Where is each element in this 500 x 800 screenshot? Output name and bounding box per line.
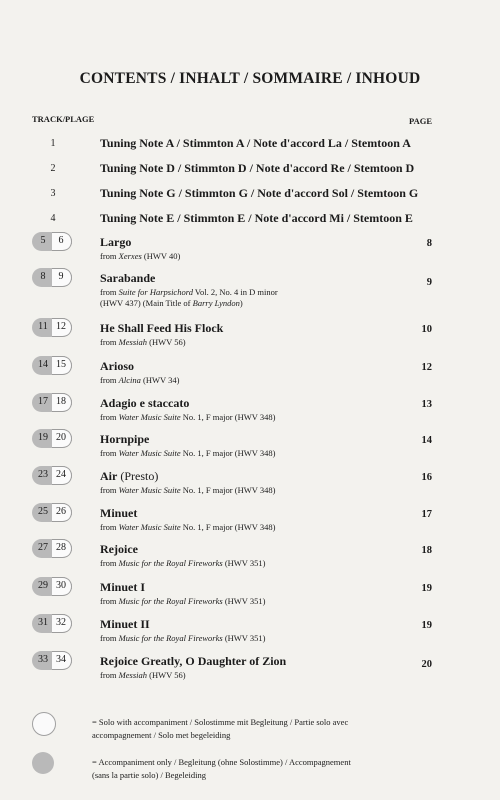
source-detail: ) (239, 298, 243, 308)
solo-track-number: 12 (56, 321, 66, 332)
source-detail: (HWV 56) (147, 337, 186, 347)
track-number: 1 (50, 138, 56, 149)
accompaniment-track-number: 8 (40, 271, 46, 282)
source-prefix: from (100, 448, 119, 458)
track-pill (32, 614, 72, 633)
accompaniment-track-number: 29 (38, 580, 48, 591)
piece-source (100, 558, 266, 569)
piece-title-text: Adagio e staccato (100, 396, 190, 410)
track-number: 2 (50, 163, 56, 174)
piece-title (100, 542, 138, 557)
source-work: Suite for Harpsichord (118, 287, 193, 297)
page-number: 12 (421, 362, 432, 373)
piece-title-text: Minuet (100, 506, 138, 520)
accompaniment-track-number: 31 (38, 617, 48, 628)
page-number: 16 (421, 472, 432, 483)
piece-source (100, 522, 275, 533)
piece-title (100, 506, 137, 521)
piece-title (100, 235, 131, 250)
track-pill (32, 318, 72, 337)
piece-source (100, 251, 180, 262)
source-prefix: from (100, 375, 119, 385)
source-detail: (HWV 56) (147, 670, 186, 680)
accompaniment-legend-icon (32, 752, 54, 774)
piece-title-text: Rejoice (100, 542, 138, 556)
source-work: Alcina (118, 375, 141, 385)
track-pill (32, 429, 72, 448)
page-number: 10 (421, 324, 432, 335)
piece-source (100, 375, 179, 386)
piece-source (100, 337, 186, 348)
piece-source (100, 448, 275, 459)
tuning-row (0, 136, 500, 154)
piece-title (100, 469, 158, 484)
accompaniment-track-number: 11 (38, 321, 48, 332)
tuning-label: Tuning Note A / Stimmton A / Note d'accord La / Stemtoon A (100, 136, 411, 150)
track-pill (32, 466, 72, 485)
piece-title-text: He Shall Feed His Flock (100, 321, 224, 335)
piece-title (100, 654, 286, 669)
accompaniment-legend-text: = Accompaniment only / Begleitung (ohne Solostimme) / Accompagnement (sans la partie solo) / Begeleiding (92, 757, 351, 780)
source-work: Water Music Suite (118, 485, 181, 495)
piece-title (100, 271, 155, 286)
piece-source (100, 287, 278, 298)
accompaniment-track-number: 17 (38, 396, 48, 407)
solo-track-number: 9 (58, 271, 64, 282)
track-number: 3 (50, 188, 56, 199)
source-detail: No. 1, F major (HWV 348) (180, 522, 276, 532)
track-pill (32, 393, 72, 412)
accompaniment-track-number: 19 (38, 432, 48, 443)
track-column-header: TRACK/PLAGE (32, 114, 95, 124)
source-detail: (HWV 351) (222, 558, 266, 568)
source-prefix: from (100, 522, 119, 532)
source-prefix: from (100, 558, 119, 568)
source-prefix: from (100, 337, 119, 347)
page-number: 20 (421, 659, 432, 670)
track-pill (32, 651, 72, 670)
solo-track-number: 30 (56, 580, 66, 591)
source-detail: (HWV 351) (222, 596, 266, 606)
piece-title (100, 321, 223, 336)
solo-track-number: 20 (56, 432, 66, 443)
accompaniment-track-number: 23 (38, 469, 48, 480)
piece-title-text: Hornpipe (100, 432, 150, 446)
source-work: Music for the Royal Fireworks (118, 596, 223, 606)
track-pill (32, 268, 72, 287)
piece-title-text: Minuet I (100, 580, 145, 594)
tuning-label: Tuning Note D / Stimmton D / Note d'accord Re / Stemtoon D (100, 161, 415, 175)
tuning-row (0, 186, 500, 204)
piece-title (100, 432, 149, 447)
source-prefix: from (100, 251, 119, 261)
solo-track-number: 24 (56, 469, 66, 480)
accompaniment-track-number: 25 (38, 506, 48, 517)
page-title: CONTENTS / INHALT / SOMMAIRE / INHOUD (79, 70, 421, 87)
page-number: 13 (421, 399, 432, 410)
piece-title-text: Air (100, 469, 118, 483)
source-prefix: (HWV 437) (Main Title of (100, 298, 193, 308)
piece-title-note: (Presto) (117, 469, 159, 483)
page-number: 14 (421, 435, 432, 446)
page-number: 8 (426, 238, 432, 249)
source-work: Barry Lyndon (192, 298, 240, 308)
source-detail: (HWV 34) (140, 375, 180, 385)
track-pill (32, 503, 72, 522)
tuning-row (0, 211, 500, 229)
source-prefix: from (100, 485, 119, 495)
track-pill (32, 356, 72, 375)
piece-source (100, 670, 186, 681)
solo-track-number: 26 (56, 506, 66, 517)
source-detail: (HWV 40) (141, 251, 181, 261)
source-work: Music for the Royal Fireworks (118, 633, 223, 643)
source-work: Water Music Suite (118, 412, 181, 422)
piece-title-text: Rejoice Greatly, O Daughter of Zion (100, 654, 287, 668)
accompaniment-track-number: 27 (38, 542, 48, 553)
piece-source-line2 (100, 298, 243, 309)
source-work: Messiah (118, 670, 147, 680)
piece-source (100, 485, 275, 496)
page-column-header: PAGE (409, 116, 432, 126)
piece-title-text: Minuet II (100, 617, 150, 631)
piece-title-text: Sarabande (100, 271, 156, 285)
track-pill (32, 232, 72, 251)
page-number: 19 (421, 583, 432, 594)
piece-title (100, 580, 145, 595)
solo-track-number: 34 (56, 654, 66, 665)
page-number: 19 (421, 620, 432, 631)
page-number: 17 (421, 509, 432, 520)
source-detail: (HWV 351) (222, 633, 266, 643)
accompaniment-track-number: 5 (40, 235, 46, 246)
source-prefix: from (100, 596, 119, 606)
source-work: Water Music Suite (118, 522, 181, 532)
source-work: Music for the Royal Fireworks (118, 558, 223, 568)
piece-title (100, 617, 150, 632)
piece-source (100, 596, 266, 607)
piece-source (100, 633, 266, 644)
solo-track-number: 28 (56, 542, 66, 553)
piece-source (100, 412, 275, 423)
track-pill (32, 539, 72, 558)
solo-track-number: 32 (56, 617, 66, 628)
source-prefix: from (100, 670, 119, 680)
source-detail: Vol. 2, No. 4 in D minor (192, 287, 278, 297)
accompaniment-track-number: 14 (38, 359, 48, 370)
solo-track-number: 6 (58, 235, 64, 246)
source-detail: No. 1, F major (HWV 348) (180, 412, 276, 422)
piece-title-text: Largo (100, 235, 132, 249)
source-work: Xerxes (118, 251, 142, 261)
solo-track-number: 15 (56, 359, 66, 370)
source-detail: No. 1, F major (HWV 348) (180, 448, 276, 458)
source-prefix: from (100, 633, 119, 643)
track-pill (32, 577, 72, 596)
track-number: 4 (50, 213, 56, 224)
source-prefix: from (100, 287, 119, 297)
solo-legend-icon (32, 712, 56, 736)
source-work: Messiah (118, 337, 147, 347)
source-prefix: from (100, 412, 119, 422)
page-number: 18 (421, 545, 432, 556)
tuning-label: Tuning Note G / Stimmton G / Note d'accord Sol / Stemtoon G (100, 186, 419, 200)
page-number: 9 (426, 277, 432, 288)
accompaniment-track-number: 33 (38, 654, 48, 665)
tuning-label: Tuning Note E / Stimmton E / Note d'accord Mi / Stemtoon E (100, 211, 413, 225)
tuning-row (0, 161, 500, 179)
piece-title (100, 359, 134, 374)
solo-legend-text: = Solo with accompaniment / Solostimme mit Begleitung / Partie solo avec accompagnement / Solo met begeleiding (92, 717, 349, 740)
source-work: Water Music Suite (118, 448, 181, 458)
piece-title (100, 396, 189, 411)
piece-title-text: Arioso (100, 359, 134, 373)
solo-track-number: 18 (56, 396, 66, 407)
source-detail: No. 1, F major (HWV 348) (180, 485, 276, 495)
